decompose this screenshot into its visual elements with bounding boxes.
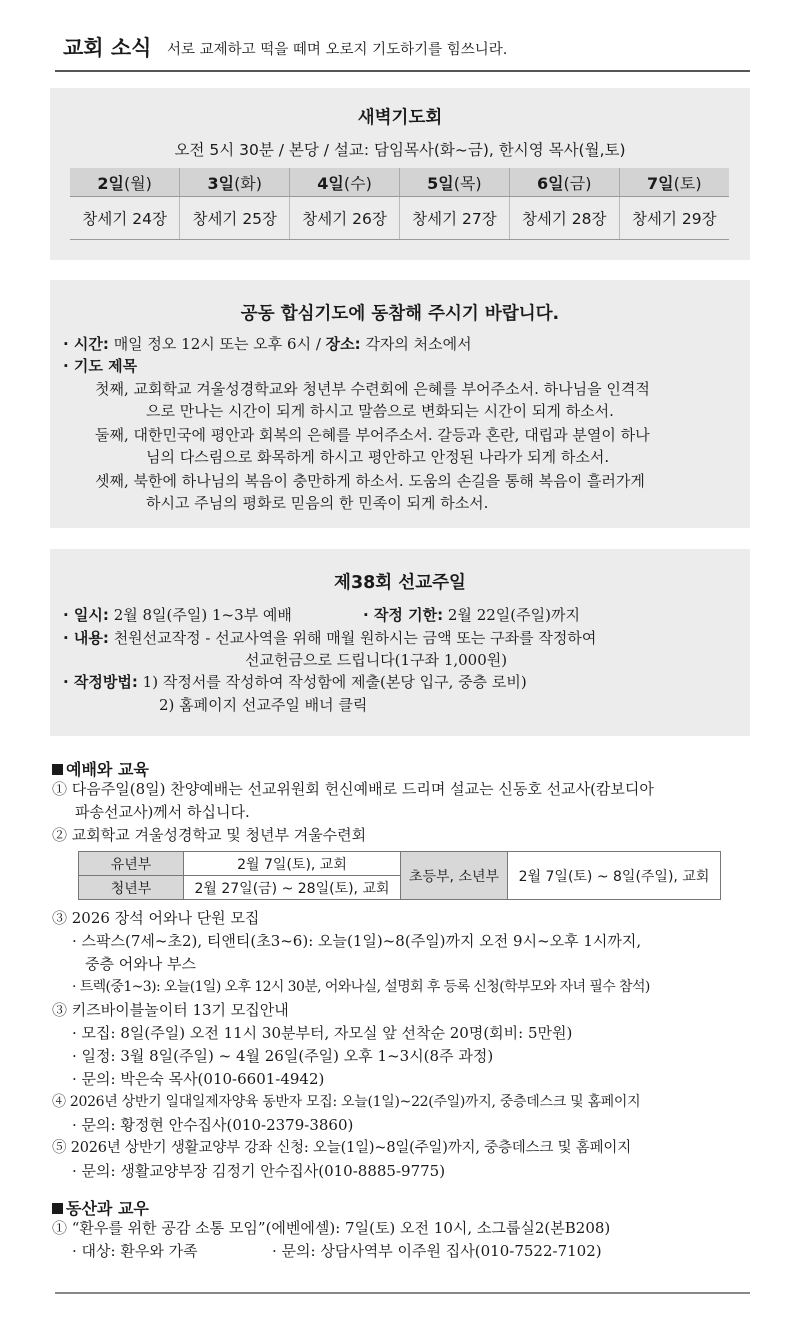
notice-line: ④ 2026년 상반기 일대일제자양육 동반자 모집: 오늘(1일)~22(주일)까지, 중층데스크 및 홈페이지 xyxy=(52,1094,641,1110)
prayer-topic-line: 하시고 주님의 평화로 믿음의 한 민족이 되게 하소서. xyxy=(146,494,489,512)
table-row xyxy=(79,852,721,876)
joint-prayer-section xyxy=(50,280,750,528)
footer-divider xyxy=(55,1292,750,1294)
mission-deadline-line: · 작정 기한: 2월 22일(주일)까지 xyxy=(363,606,580,624)
dawn-prayer-table xyxy=(70,168,729,240)
notice-line: · 일정: 3월 8일(주일) ~ 4월 26일(주일) 오후 1~3시(8주 과정) xyxy=(72,1047,494,1065)
mission-method-line2: 2) 홈페이지 선교주일 배너 클릭 xyxy=(159,696,368,714)
table-cell: 초등부, 소년부 xyxy=(401,852,508,900)
notice-line: · 대상: 환우와 가족 xyxy=(72,1242,198,1260)
notice-line: · 스팍스(7세~초2), 티앤티(초3~6): 오늘(1일)~8(주일)까지 오전 9시~오후 1시까지, xyxy=(72,932,642,950)
mission-sunday-section xyxy=(50,549,750,736)
table-cell: 2월 7일(토), 교회 xyxy=(184,852,401,876)
education-schedule-table xyxy=(78,851,721,900)
dawn-prayer-title: 새벽기도회 xyxy=(357,108,443,128)
prayer-topic-line: 둘째, 대한민국에 평안과 회복의 은혜를 부어주소서. 갈등과 혼란, 대립과 분열이 하나 xyxy=(95,426,650,444)
day-header: 4일(수) xyxy=(290,168,400,197)
dawn-day-row xyxy=(70,168,729,197)
notice-line: 파송선교사)께서 하십니다. xyxy=(75,803,250,821)
dawn-prayer-section xyxy=(50,88,750,260)
notice-line: ① “환우를 위한 공감 소통 모임”(에벤에셀): 7일(토) 오전 10시, 소그룹실2(본B208) xyxy=(52,1219,611,1237)
notice-line: · 모집: 8일(주일) 오전 11시 30분부터, 자모실 앞 선착순 20명(회비: 5만원) xyxy=(72,1024,573,1042)
notice-line: ⑤ 2026년 상반기 생활교양부 강좌 신청: 오늘(1일)~8일(주일)까지, 중층데스크 및 홈페이지 xyxy=(52,1140,632,1156)
prayer-topic-line: 셋째, 북한에 하나님의 복음이 충만하게 하소서. 도움의 손길을 통해 복음이 흘러가게 xyxy=(95,472,645,490)
prayer-time-line: · 시간: 매일 정오 12시 또는 오후 6시 / 장소: 각자의 처소에서 xyxy=(63,335,472,353)
notice-line: · 문의: 박은숙 목사(010-6601-4942) xyxy=(72,1070,325,1088)
notice-line: · 트렉(중1~3): 오늘(1일) 오후 12시 30분, 어와나실, 설명회 후 등록 신청(학부모와 자녀 필수 참석) xyxy=(72,979,650,995)
page-title: 교회 소식 xyxy=(63,36,152,60)
mission-sunday-title: 제38회 선교주일 xyxy=(334,573,466,593)
mission-content-line2: 선교헌금으로 드립니다(1구좌 1,000원) xyxy=(245,651,508,669)
passage-cell: 창세기 28장 xyxy=(509,197,619,240)
notice-line: · 문의: 황정현 안수집사(010-2379-3860) xyxy=(72,1116,354,1134)
joint-prayer-title: 공동 합심기도에 동참해 주시기 바랍니다. xyxy=(240,304,560,324)
notice-line: · 문의: 생활교양부장 김정기 안수집사(010-8885-9775) xyxy=(72,1162,446,1180)
notice-line: ③ 2026 장석 어와나 단원 모집 xyxy=(52,909,260,927)
table-cell: 2월 7일(토) ~ 8일(주일), 교회 xyxy=(508,852,721,900)
day-header: 7일(토) xyxy=(619,168,729,197)
mission-date-line: · 일시: 2월 8일(주일) 1~3부 예배 xyxy=(63,606,292,624)
table-cell: 청년부 xyxy=(79,876,184,900)
page-subtitle: 서로 교제하고 떡을 떼며 오로지 기도하기를 힘쓰니라. xyxy=(167,42,508,58)
mission-content-line: · 내용: 천원선교작정 - 선교사역을 위해 매월 원하시는 금액 또는 구좌를 작정하여 xyxy=(63,629,597,647)
notice-line: ① 다음주일(8일) 찬양예배는 선교위원회 헌신예배로 드리며 설교는 신동호 선교사(캄보디아 xyxy=(52,780,654,798)
notice-line: 중층 어와나 부스 xyxy=(85,955,196,973)
table-cell: 유년부 xyxy=(79,852,184,876)
dawn-prayer-info: 오전 5시 30분 / 본당 / 설교: 담임목사(화~금), 한시영 목사(월,토) xyxy=(174,141,626,159)
square-bullet-icon xyxy=(52,1203,63,1214)
passage-cell: 창세기 26장 xyxy=(290,197,400,240)
day-header: 2일(월) xyxy=(70,168,180,197)
passage-cell: 창세기 25장 xyxy=(180,197,290,240)
passage-cell: 창세기 29장 xyxy=(619,197,729,240)
fellowship-heading: 동산과 교우 xyxy=(52,1196,149,1219)
table-cell: 2월 27일(금) ~ 28일(토), 교회 xyxy=(184,876,401,900)
day-header: 5일(목) xyxy=(399,168,509,197)
square-bullet-icon xyxy=(52,764,63,775)
day-header: 6일(금) xyxy=(509,168,619,197)
mission-method-line: · 작정방법: 1) 작정서를 작성하여 작성함에 제출(본당 입구, 중층 로비) xyxy=(63,673,527,691)
prayer-topic-line: 님의 다스림으로 화목하게 하시고 평안하고 안정된 나라가 되게 하소서. xyxy=(146,448,610,466)
dawn-passage-row xyxy=(70,197,729,240)
passage-cell: 창세기 24장 xyxy=(70,197,180,240)
prayer-topics-label: · 기도 제목 xyxy=(63,357,138,375)
notice-line: ③ 키즈바이블놀이터 13기 모집안내 xyxy=(52,1001,289,1019)
prayer-topic-line: 으로 만나는 시간이 되게 하시고 말씀으로 변화되는 시간이 되게 하소서. xyxy=(146,402,614,420)
page-header xyxy=(55,30,750,72)
prayer-topic-line: 첫째, 교회학교 겨울성경학교와 청년부 수련회에 은혜를 부어주소서. 하나님을 인격적 xyxy=(95,380,650,398)
day-header: 3일(화) xyxy=(180,168,290,197)
worship-education-heading: 예배와 교육 xyxy=(52,757,149,780)
notice-line: · 문의: 상담사역부 이주원 집사(010-7522-7102) xyxy=(272,1242,602,1260)
passage-cell: 창세기 27장 xyxy=(399,197,509,240)
notice-line: ② 교회학교 겨울성경학교 및 청년부 겨울수련회 xyxy=(52,826,367,844)
